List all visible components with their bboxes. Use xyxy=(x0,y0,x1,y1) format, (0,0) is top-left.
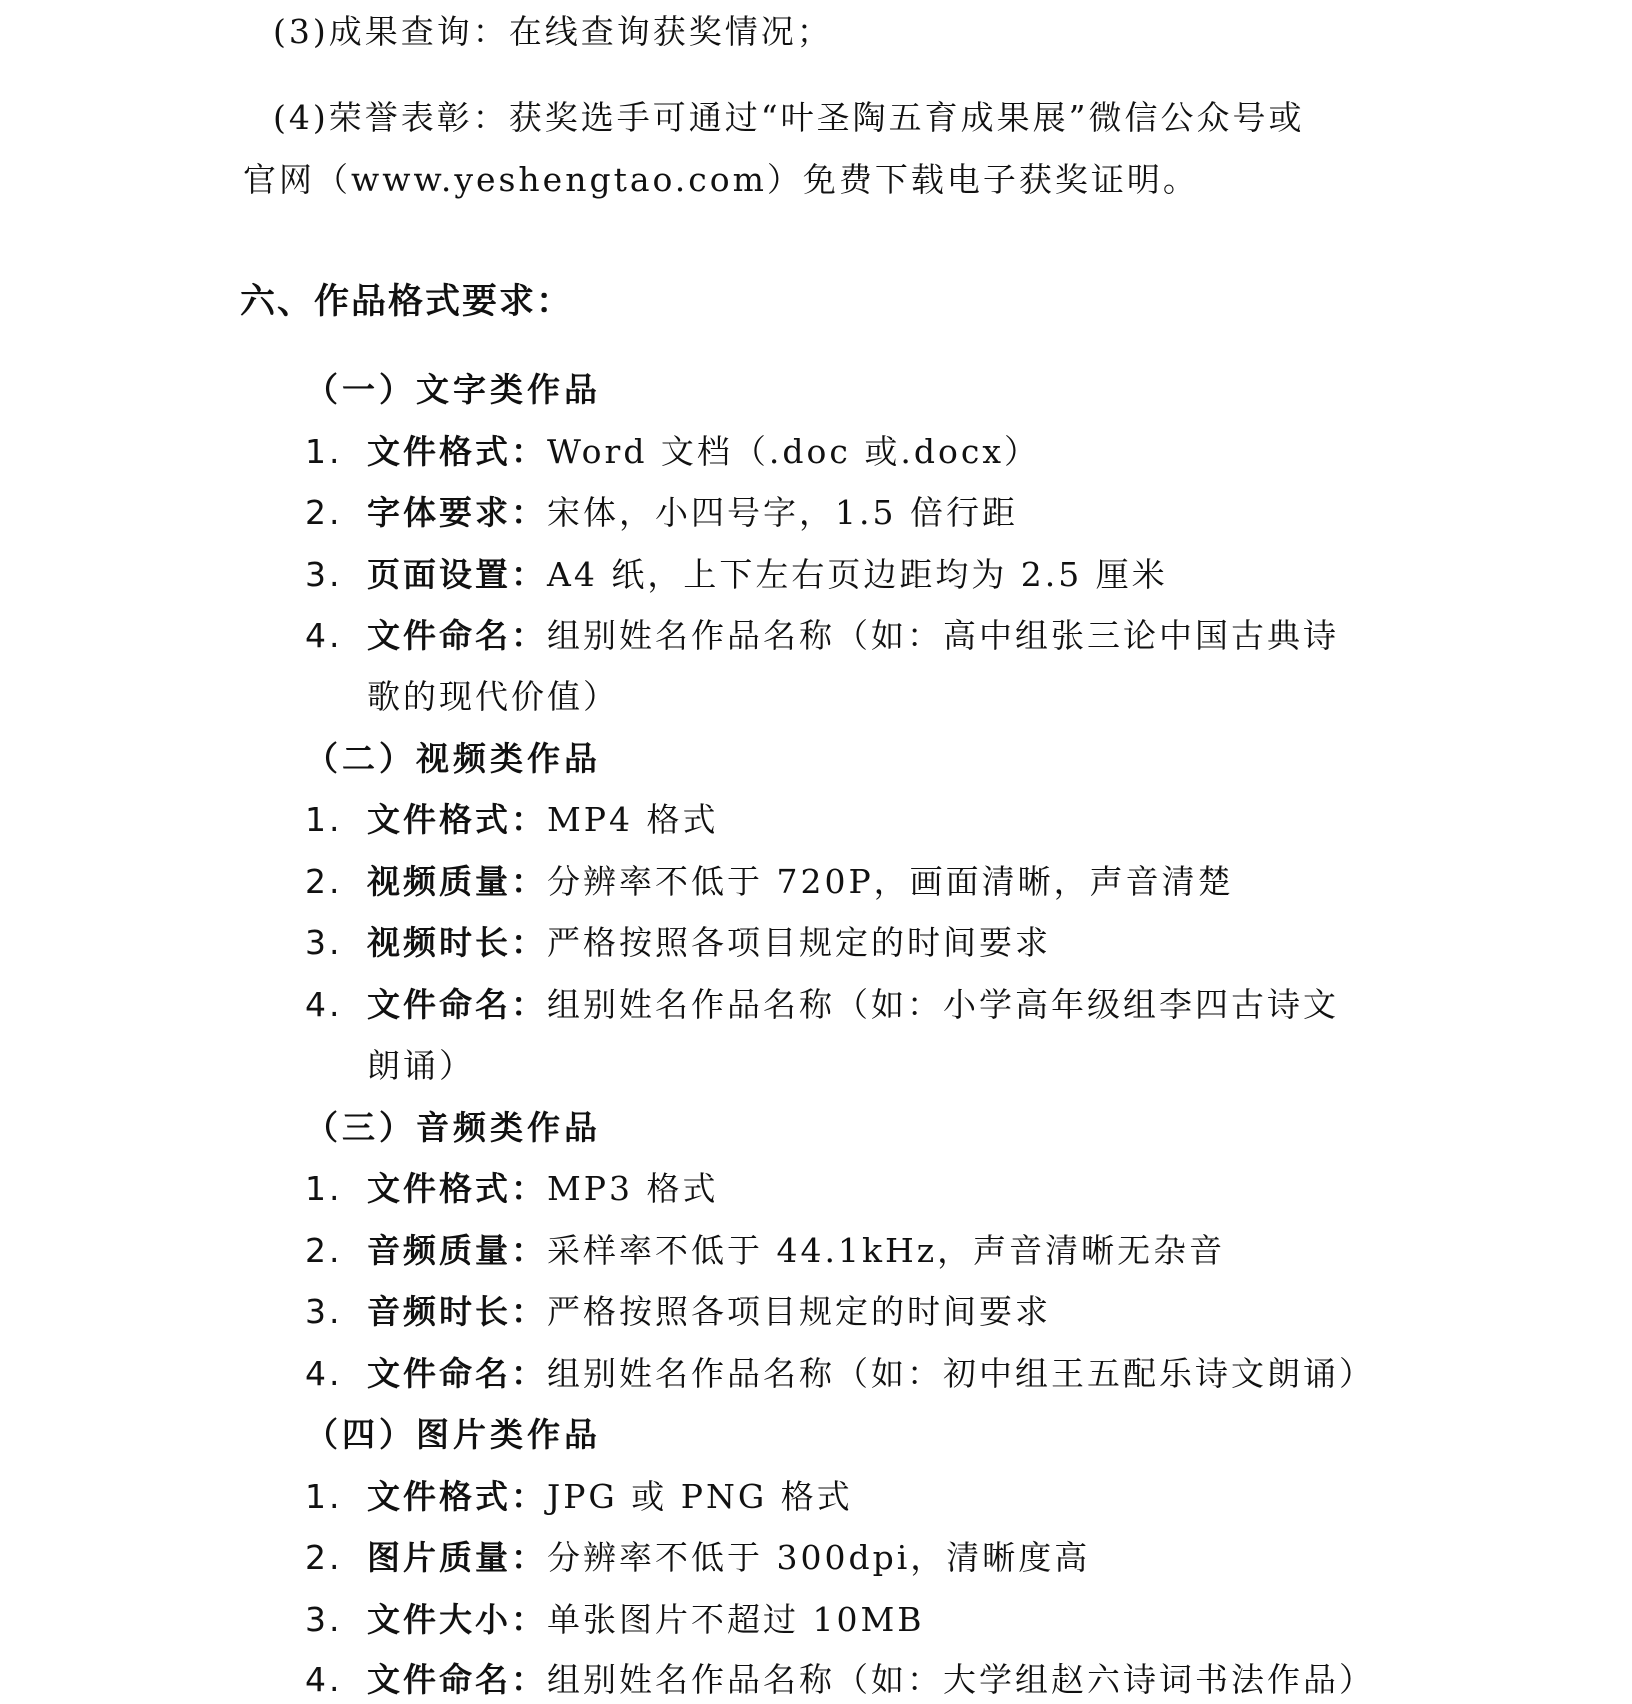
item-text: 严格按照各项目规定的时间要求 xyxy=(547,923,1051,962)
item-text: 采样率不低于 44.1kHz，声音清晰无杂音 xyxy=(547,1231,1226,1270)
item-text: 单张图片不超过 10MB xyxy=(547,1600,925,1639)
item-label: 音频质量： xyxy=(367,1231,547,1270)
item-number: 1. xyxy=(305,1477,343,1516)
item-label: 文件命名： xyxy=(367,1354,547,1393)
list-item xyxy=(305,1292,1051,1332)
item-label: 文件命名： xyxy=(367,1660,547,1699)
item-text: 严格按照各项目规定的时间要求 xyxy=(547,1292,1051,1331)
item-text: A4 纸，上下左右页边距均为 2.5 厘米 xyxy=(547,555,1168,594)
item-number: 3. xyxy=(305,1292,343,1331)
list-item xyxy=(305,1231,1225,1271)
item-number: 3. xyxy=(305,1600,343,1639)
item-label: 文件命名： xyxy=(367,616,547,655)
item-label: 图片质量： xyxy=(367,1538,547,1577)
item-label: 文件格式： xyxy=(367,800,547,839)
item-text-continuation: 朗诵） xyxy=(367,1046,475,1085)
list-item xyxy=(305,1660,1375,1700)
intro-line-3: 官网（www.yeshengtao.com）免费下载电子获奖证明。 xyxy=(243,160,1199,199)
item-label: 字体要求： xyxy=(367,493,547,532)
item-text: 组别姓名作品名称（如：初中组王五配乐诗文朗诵） xyxy=(547,1354,1375,1393)
list-item xyxy=(305,862,1234,902)
item-number: 4. xyxy=(305,985,343,1024)
item-number: 3. xyxy=(305,555,343,594)
item-text-continuation: 歌的现代价值） xyxy=(367,677,619,716)
list-item xyxy=(305,616,1339,656)
item-number: 1. xyxy=(305,1169,343,1208)
item-label: 文件格式： xyxy=(367,1169,547,1208)
group-title-video: （二）视频类作品 xyxy=(305,739,601,778)
intro-line-1: (3)成果查询：在线查询获奖情况； xyxy=(273,12,833,51)
list-item xyxy=(305,1169,718,1209)
list-item xyxy=(305,923,1051,963)
item-text: JPG 或 PNG 格式 xyxy=(547,1477,853,1516)
item-text: 组别姓名作品名称（如：高中组张三论中国古典诗 xyxy=(547,616,1339,655)
item-label: 文件命名： xyxy=(367,985,547,1024)
item-text: 组别姓名作品名称（如：小学高年级组李四古诗文 xyxy=(547,985,1339,1024)
group-title-image: （四）图片类作品 xyxy=(305,1415,601,1454)
item-text: 分辨率不低于 300dpi，清晰度高 xyxy=(547,1538,1091,1577)
item-text: 组别姓名作品名称（如：大学组赵六诗词书法作品） xyxy=(547,1660,1375,1699)
item-number: 1. xyxy=(305,432,343,471)
item-text: MP4 格式 xyxy=(547,800,719,839)
list-item xyxy=(305,1538,1090,1578)
item-number: 2. xyxy=(305,1231,343,1270)
item-text: 分辨率不低于 720P，画面清晰，声音清楚 xyxy=(547,862,1234,901)
list-item xyxy=(305,1477,853,1517)
item-label: 视频时长： xyxy=(367,923,547,962)
item-label: 音频时长： xyxy=(367,1292,547,1331)
group-title-audio: （三）音频类作品 xyxy=(305,1108,601,1147)
section-title: 六、作品格式要求： xyxy=(240,282,574,322)
item-number: 2. xyxy=(305,862,343,901)
item-number: 2. xyxy=(305,493,343,532)
list-item xyxy=(305,1354,1375,1394)
list-item xyxy=(305,1600,925,1640)
item-number: 1. xyxy=(305,800,343,839)
item-text: Word 文档（.doc 或.docx） xyxy=(547,432,1040,471)
item-text: 宋体，小四号字，1.5 倍行距 xyxy=(547,493,1018,532)
item-number: 4. xyxy=(305,616,343,655)
list-item xyxy=(305,555,1168,595)
group-title-text: （一）文字类作品 xyxy=(305,370,601,409)
item-number: 4. xyxy=(305,1354,343,1393)
item-label: 页面设置： xyxy=(367,555,547,594)
item-number: 3. xyxy=(305,923,343,962)
item-label: 视频质量： xyxy=(367,862,547,901)
list-item xyxy=(305,493,1018,533)
list-item xyxy=(305,432,1040,472)
intro-line-2: (4)荣誉表彰：获奖选手可通过“叶圣陶五育成果展”微信公众号或 xyxy=(273,98,1305,137)
list-item xyxy=(305,985,1339,1025)
item-label: 文件格式： xyxy=(367,1477,547,1516)
item-label: 文件格式： xyxy=(367,432,547,471)
item-text: MP3 格式 xyxy=(547,1169,719,1208)
item-number: 2. xyxy=(305,1538,343,1577)
item-label: 文件大小： xyxy=(367,1600,547,1639)
item-number: 4. xyxy=(305,1660,343,1699)
list-item xyxy=(305,800,718,840)
